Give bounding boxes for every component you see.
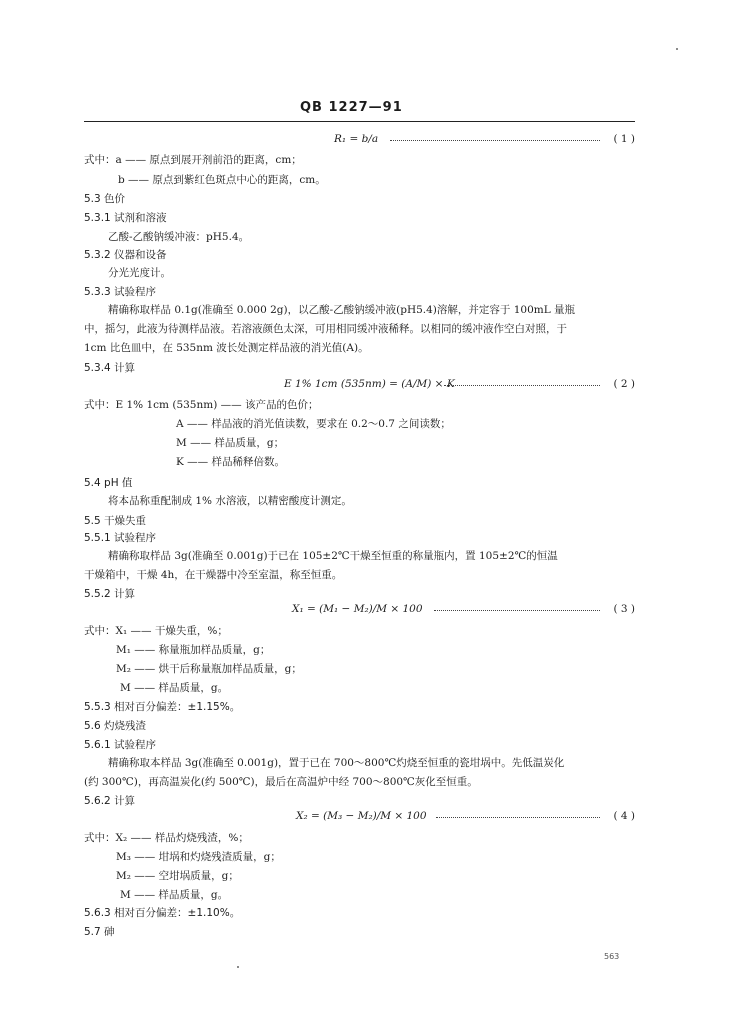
section-5-4-body: 将本品称重配制成 1% 水溶液，以精密酸度计测定。 [108, 495, 352, 507]
section-5-5-1-title: 5.5.1 试验程序 [84, 532, 157, 544]
section-5-6-title: 5.6 灼烧残渣 [84, 720, 147, 732]
section-5-6-3: 5.6.3 相对百分偏差：±1.10%。 [84, 907, 241, 919]
where-4-line-2: M₃ —— 坩埚和灼烧残渣质量，g； [116, 851, 281, 863]
standard-number-header: QB 1227—91 [300, 100, 403, 115]
where-4-line-3: M₂ —— 空坩埚质量，g； [116, 870, 239, 882]
formula-1 [84, 132, 635, 146]
scan-speck [676, 48, 678, 50]
section-5-3-3-para-line-1: 精确称取样品 0.1g(准确至 0.000 2g)，以乙酸-乙酸钠缓冲液(pH5.4)溶解，并定容于 100mL 量瓶 [108, 304, 576, 316]
formula-1-expression: R₁ = b/a [334, 133, 379, 145]
section-5-3-2-title: 5.3.2 仪器和设备 [84, 249, 167, 261]
section-5-3-1-body: 乙酸-乙酸钠缓冲液：pH5.4。 [108, 231, 250, 243]
section-5-5-2-title: 5.5.2 计算 [84, 588, 136, 600]
where-2-line-4: K —— 样品稀释倍数。 [176, 456, 286, 468]
where-2-line-3: M —— 样品质量，g； [176, 437, 285, 449]
formula-1-number: ( 1 ) [613, 133, 635, 145]
formula-2-number: ( 2 ) [613, 378, 635, 390]
header-rule [84, 121, 635, 122]
where-4-line-4: M —— 样品质量，g。 [120, 889, 229, 901]
section-5-6-2-title: 5.6.2 计算 [84, 795, 136, 807]
where-3-line-1: 式中：X₁ —— 干燥失重，%； [84, 625, 228, 637]
section-5-6-1-para-line-1: 精确称取本样品 3g(准确至 0.001g)，置于已在 700～800℃灼烧至恒重的瓷坩埚中。先低温炭化 [108, 757, 565, 769]
scan-speck [237, 966, 239, 968]
section-5-5-1-para-line-1: 精确称取样品 3g(准确至 0.001g)于已在 105±2℃干燥至恒重的称量瓶内，置 105±2℃的恒温 [108, 550, 558, 562]
section-5-6-1-title: 5.6.1 试验程序 [84, 739, 157, 751]
section-5-3-3-para-line-2: 中，摇匀，此液为待测样品液。若溶液颜色太深，可用相同缓冲液稀释。以相同的缓冲液作空白对照，于 [84, 323, 567, 335]
section-5-3-1-title: 5.3.1 试剂和溶液 [84, 212, 167, 224]
section-5-3-4-title: 5.3.4 计算 [84, 362, 136, 374]
where-3-line-4: M —— 样品质量，g。 [120, 682, 229, 694]
where-2-line-2: A —— 样品液的消光值读数，要求在 0.2～0.7 之间读数； [176, 418, 451, 430]
where-1-line-1: 式中：a —— 原点到展开剂前沿的距离，cm； [84, 154, 302, 166]
section-5-3-3-title: 5.3.3 试验程序 [84, 286, 157, 298]
formula-2-expression: E 1% 1cm (535nm) = (A/M) × K [284, 378, 455, 390]
formula-3 [84, 602, 635, 616]
formula-4 [84, 809, 635, 823]
formula-3-number: ( 3 ) [613, 603, 635, 615]
formula-4-leader [436, 809, 600, 818]
section-5-5-1-para-line-2: 干燥箱中，干燥 4h，在干燥器中冷至室温，称至恒重。 [84, 569, 343, 581]
section-5-3-3-para-line-3: 1cm 比色皿中，在 535nm 波长处测定样品液的消光值(A)。 [84, 342, 369, 354]
section-5-5-title: 5.5 干燥失重 [84, 515, 147, 527]
where-4-line-1: 式中：X₂ —— 样品灼烧残渣，%； [84, 832, 249, 844]
section-5-7-title: 5.7 砷 [84, 926, 115, 938]
formula-1-leader [390, 132, 600, 141]
where-1-line-2: b —— 原点到紫红色斑点中心的距离，cm。 [118, 174, 326, 186]
formula-2-leader [444, 377, 600, 386]
where-3-line-3: M₂ —— 烘干后称量瓶加样品质量，g； [116, 663, 302, 675]
formula-4-expression: X₂ = (M₃ − M₂)/M × 100 [296, 810, 427, 822]
page-number: 563 [604, 952, 620, 961]
section-5-4-title: 5.4 pH 值 [84, 477, 133, 489]
formula-2 [84, 377, 635, 391]
where-2-line-1: 式中：E 1% 1cm (535nm) —— 该产品的色价； [84, 399, 319, 411]
formula-3-expression: X₁ = (M₁ − M₂)/M × 100 [292, 603, 423, 615]
formula-3-leader [434, 602, 600, 611]
where-3-line-2: M₁ —— 称量瓶加样品质量，g； [116, 644, 271, 656]
section-5-6-1-para-line-2: (约 300℃)，再高温炭化(约 500℃)，最后在高温炉中经 700～800℃灰化至恒重。 [84, 776, 478, 788]
section-5-3-2-body: 分光光度计。 [108, 267, 171, 279]
formula-4-number: ( 4 ) [613, 810, 635, 822]
section-5-3-title: 5.3 色价 [84, 193, 126, 205]
section-5-5-3: 5.5.3 相对百分偏差：±1.15%。 [84, 701, 241, 713]
